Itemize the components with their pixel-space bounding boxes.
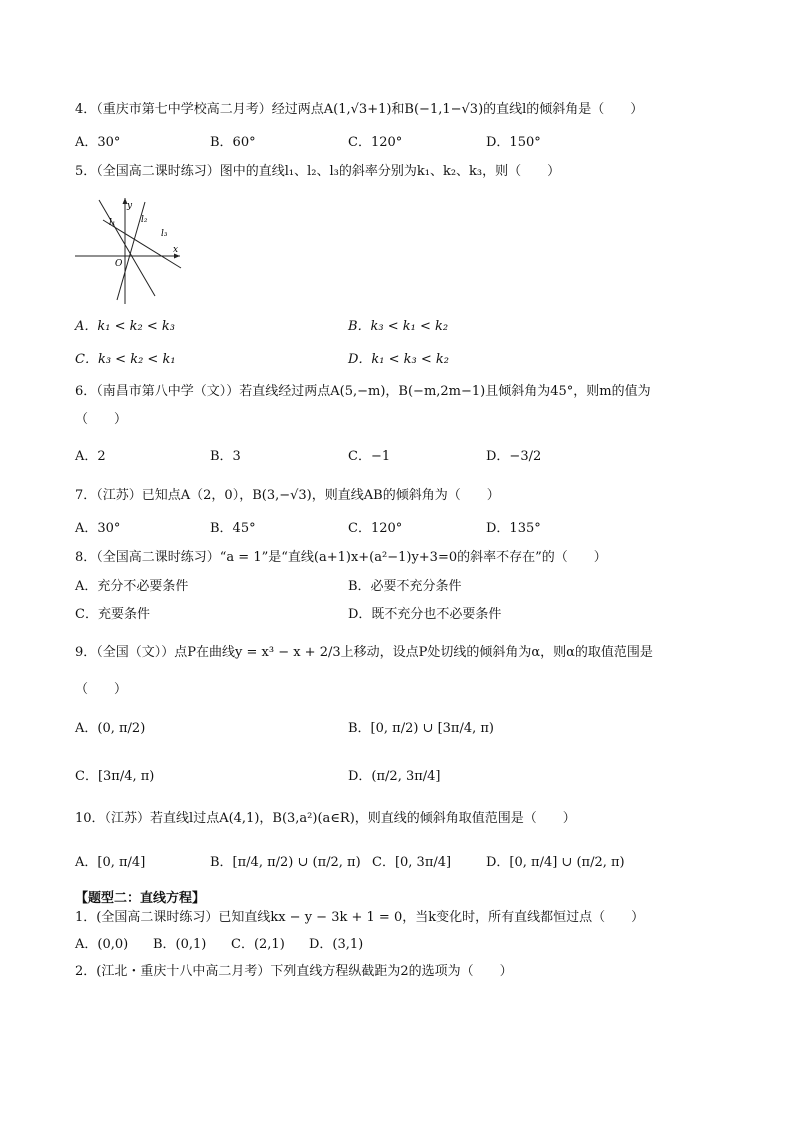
q5-option-b: B．k₃ < k₁ < k₂ [348, 319, 449, 334]
q5-option-d: D．k₁ < k₃ < k₂ [348, 352, 450, 367]
q4-option-a: A．30° [75, 135, 121, 150]
question-8-stem: 8．（全国高二课时练习）“a = 1”是“直线(a+1)x+(a²−1)y+3=0的斜率不存在”的（ ） [75, 550, 607, 565]
question-7-stem: 7．（江苏）已知点A（2，0），B(3,−√3)，则直线AB的倾斜角为（ ） [75, 488, 500, 503]
q4-option-c: C．120° [348, 135, 403, 150]
q9-option-b: B．[0, π/2) ∪ [3π/4, π) [348, 721, 495, 736]
q10-option-b: B．[π/4, π/2) ∪ (π/2, π) [210, 855, 361, 870]
q10-option-d: D．[0, π/4] ∪ (π/2, π) [486, 855, 625, 870]
q8-option-a: A．充分不必要条件 [75, 579, 189, 594]
question-10-stem: 10．（江苏）若直线l过点A(4,1)，B(3,a²)(a∈R)，则直线的倾斜角取值范围是（ ） [75, 811, 576, 826]
q7-option-a: A．30° [75, 521, 121, 536]
label-x: x [173, 245, 179, 255]
question-9-stem: 9．（全国（文））点P在曲线y = x³ − x + 2/3上移动，设点P处切线的倾斜角为α，则α的取值范围是 [75, 645, 653, 660]
label-l2: l₂ [141, 215, 148, 225]
section-2-title: 【题型二：直线方程】 [75, 891, 206, 906]
question-6-stem: 6．（南昌市第八中学（文））若直线经过两点A(5,−m)，B(−m,2m−1)且倾斜角为45°，则m的值为 [75, 384, 651, 399]
question-6-stem-cont: （ ） [75, 412, 128, 427]
question-9-stem-cont: （ ） [75, 682, 128, 697]
q5-option-c: C．k₃ < k₂ < k₁ [75, 352, 176, 367]
q8-option-b: B．必要不充分条件 [348, 579, 462, 594]
q7-option-c: C．120° [348, 521, 403, 536]
q8-option-d: D．既不充分也不必要条件 [348, 607, 502, 622]
label-l3: l₃ [161, 229, 168, 239]
q10-option-c: C．[0, 3π/4] [372, 855, 452, 870]
q8-option-c: C．充要条件 [75, 607, 150, 622]
q9-option-d: D．(π/2, 3π/4] [348, 769, 441, 784]
q6-option-a: A．2 [75, 449, 106, 464]
label-y: y [127, 201, 133, 211]
label-l1: l₁ [109, 218, 116, 228]
s2q1-option-a: A．(0,0) [75, 937, 129, 952]
q6-option-c: C．−1 [348, 449, 391, 464]
section-2-question-1-stem: 1．(全国高二课时练习）已知直线kx − y − 3k + 1 = 0，当k变化时，所有直线都恒过点（ ） [75, 910, 645, 925]
q4-option-d: D．150° [486, 135, 541, 150]
s2q1-option-c: C．(2,1) [231, 937, 285, 952]
label-origin: O [115, 259, 123, 269]
q4-option-b: B．60° [210, 135, 256, 150]
q9-option-c: C．[3π/4, π) [75, 769, 155, 784]
q9-option-a: A．(0, π/2) [75, 721, 146, 736]
question-5-stem: 5．（全国高二课时练习）图中的直线l₁、l₂、l₃的斜率分别为k₁、k₂、k₃，则（ ） [75, 164, 561, 179]
q5-option-a: A．k₁ < k₂ < k₃ [75, 319, 175, 334]
q10-option-a: A．[0, π/4] [75, 855, 146, 870]
s2q1-option-b: B．(0,1) [153, 937, 207, 952]
q7-option-b: B．45° [210, 521, 256, 536]
question-4-stem: 4．（重庆市第七中学校高二月考）经过两点A(1,√3+1)和B(−1,1−√3)的直线l的倾斜角是（ ） [75, 102, 644, 117]
section-2-question-2-stem: 2．(江北・重庆十八中高二月考）下列直线方程纵截距为2的选项为（ ） [75, 964, 513, 979]
lines-figure [75, 196, 185, 304]
q7-option-d: D．135° [486, 521, 541, 536]
q6-option-d: D．−3/2 [486, 449, 542, 464]
s2q1-option-d: D．(3,1) [309, 937, 364, 952]
q6-option-b: B．3 [210, 449, 241, 464]
